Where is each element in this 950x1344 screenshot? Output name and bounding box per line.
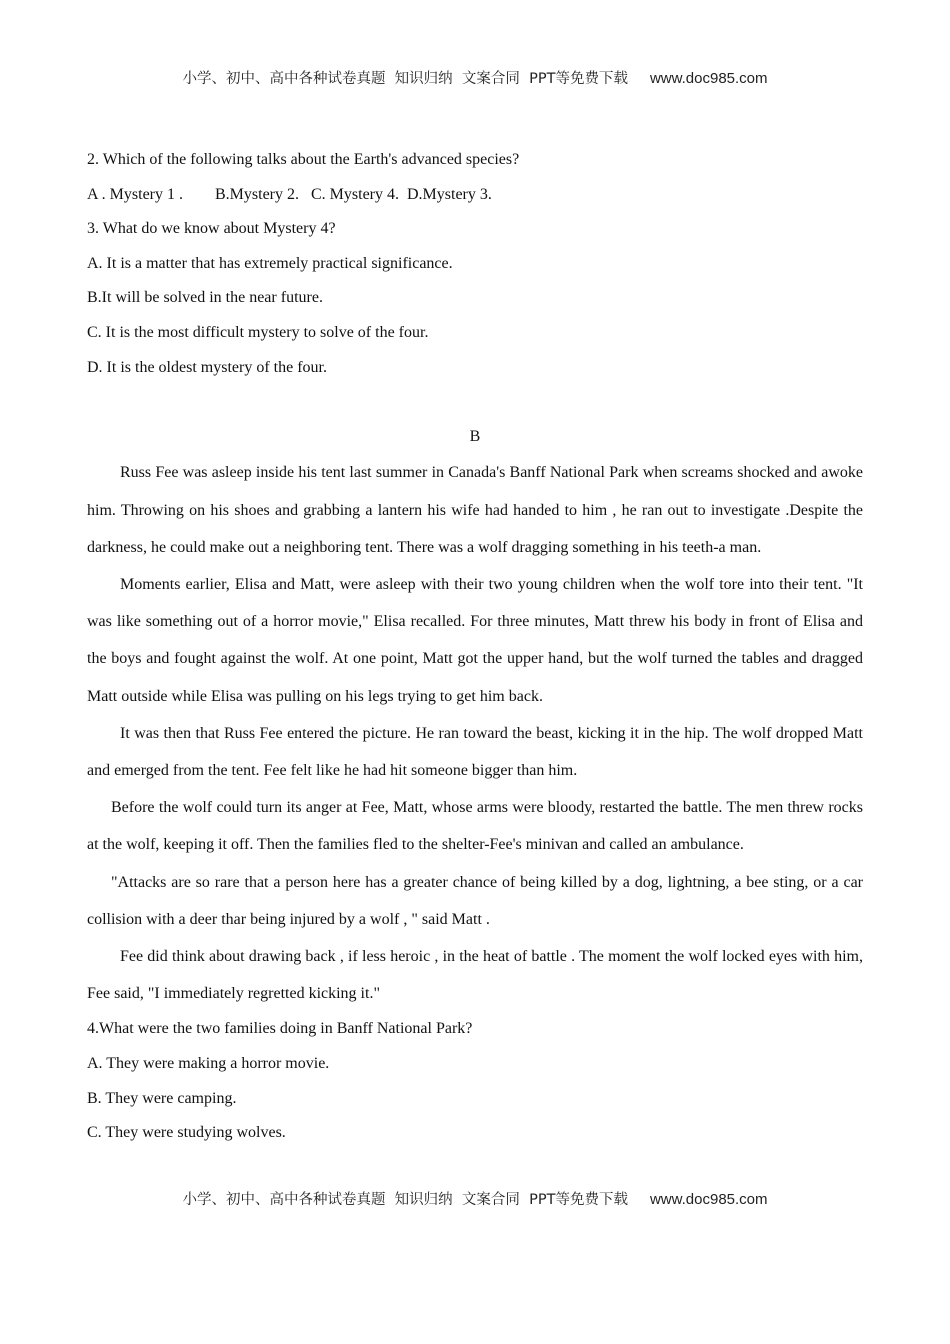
passage-paragraph-5: "Attacks are so rare that a person here has a greater chance of being killed by a dog, lightning, a bee sting, or a car collision with a deer thar being injured by a wolf , " said Matt . xyxy=(87,873,863,928)
section-b-title: B xyxy=(469,427,481,445)
question-4-stem: 4.What were the two families doing in Banff National Park? xyxy=(87,1020,473,1038)
question-4-option-b: B. They were camping. xyxy=(87,1089,237,1107)
passage-paragraph-4: Before the wolf could turn its anger at Fee, Matt, whose arms were bloody, restarted the battle. The men threw rocks at the wolf, keeping it off. Then the families fled to the shelter-Fee's minivan and called an ambulance. xyxy=(87,799,863,854)
header-text: 小学、初中、高中各种试卷真题 知识归纳 文案合同 PPT等免费下载 xyxy=(182,71,628,87)
footer-site-link[interactable]: www.doc985.com xyxy=(649,1191,768,1208)
spacer xyxy=(87,385,863,420)
passage-paragraph-2: Moments earlier, Elisa and Matt, were asleep with their two young children when the wolf tore into their tent. "It was like something out of a horror movie," Elisa recalled. For three minutes, Matt threw his body in front of Elisa and the boys and fought against the wolf. At one point, Matt got the upper hand, but the wolf turned the tables and dragged Matt outside while Elisa was pulling on his legs trying to get him back. xyxy=(87,575,863,705)
question-4-option-c: C. They were studying wolves. xyxy=(87,1124,286,1142)
page-content xyxy=(87,143,863,1151)
question-4-option-a: A. They were making a horror movie. xyxy=(87,1054,330,1072)
page-footer xyxy=(0,1190,950,1210)
question-3-stem: 3. What do we know about Mystery 4? xyxy=(87,220,336,238)
footer-text: 小学、初中、高中各种试卷真题 知识归纳 文案合同 PPT等免费下载 xyxy=(182,1192,628,1208)
page-header xyxy=(0,69,950,89)
passage-paragraph-1: Russ Fee was asleep inside his tent last summer in Canada's Banff National Park when screams shocked and awoke him. Throwing on his shoes and grabbing a lantern his wife had handed to him , he ran out to investigate .Despite the darkness, he could make out a neighboring tent. There was a wolf dragging something in his teeth-a man. xyxy=(87,464,863,556)
passage-paragraph-3: It was then that Russ Fee entered the picture. He ran toward the beast, kicking it in the hip. The wolf dropped Matt and emerged from the tent. Fee felt like he had hit someone bigger than him. xyxy=(87,724,863,779)
question-3-option-b: B.It will be solved in the near future. xyxy=(87,289,323,307)
passage-paragraph-6: Fee did think about drawing back , if less heroic , in the heat of battle . The moment the wolf locked eyes with him, Fee said, "I immediately regretted kicking it." xyxy=(87,947,863,1003)
header-site-link[interactable]: www.doc985.com xyxy=(649,70,768,87)
question-3-option-d: D. It is the oldest mystery of the four. xyxy=(87,358,327,376)
question-3-option-c: C. It is the most difficult mystery to solve of the four. xyxy=(87,323,429,341)
question-2-options: A . Mystery 1 . B.Mystery 2. C. Mystery 4. D.Mystery 3. xyxy=(87,185,492,203)
question-2-stem: 2. Which of the following talks about the Earth's advanced species? xyxy=(87,151,520,168)
question-3-option-a: A. It is a matter that has extremely practical significance. xyxy=(87,254,453,272)
